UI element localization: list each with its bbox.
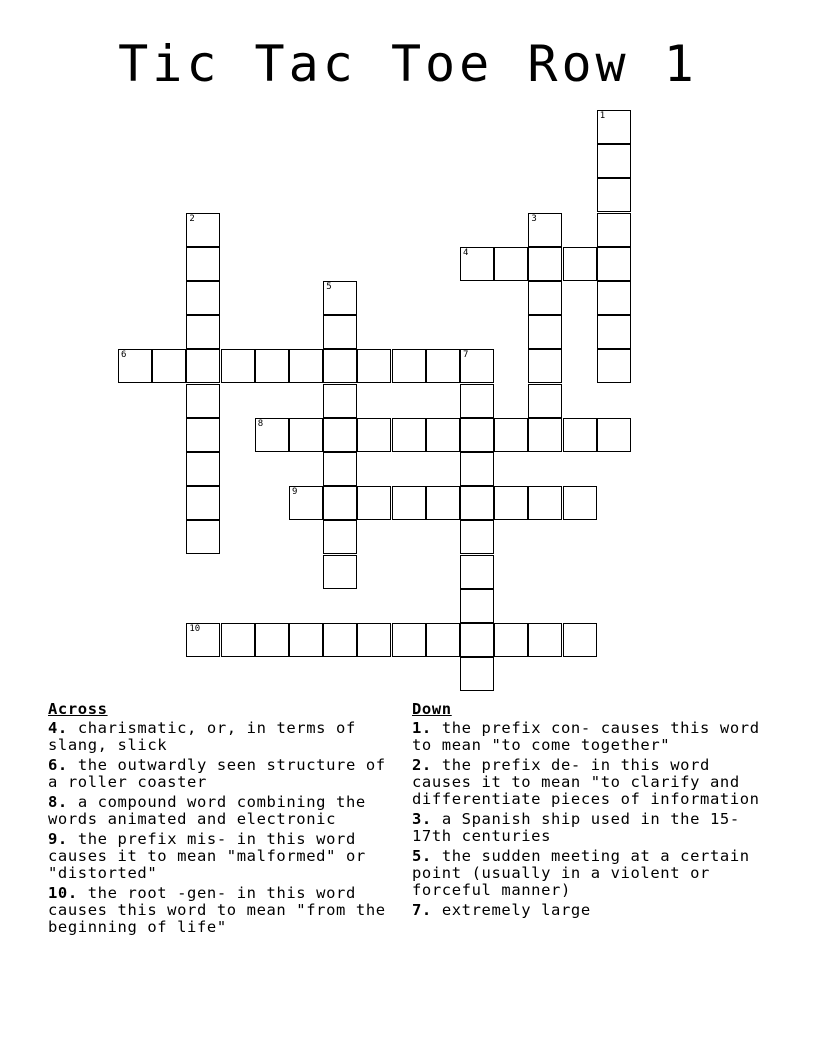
grid-cell[interactable] [186, 520, 220, 554]
grid-cell[interactable] [186, 486, 220, 520]
clue-text: a Spanish ship used in the 15-17th centuries [412, 810, 740, 845]
cell-number: 7 [463, 350, 469, 361]
grid-cell[interactable] [597, 110, 631, 144]
cell-number: 9 [292, 487, 298, 498]
across-heading: Across [48, 700, 108, 718]
grid-cell[interactable] [255, 623, 289, 657]
grid-cell[interactable] [528, 623, 562, 657]
down-heading: Down [412, 700, 452, 718]
grid-cell[interactable] [323, 486, 357, 520]
grid-cell[interactable] [460, 555, 494, 589]
grid-cell[interactable] [528, 486, 562, 520]
grid-cell[interactable] [392, 418, 426, 452]
clue-number: 2. [412, 756, 432, 774]
grid-cell[interactable] [357, 418, 391, 452]
clue-text: extremely large [441, 901, 591, 919]
grid-cell[interactable] [426, 486, 460, 520]
grid-cell[interactable] [289, 418, 323, 452]
grid-cell[interactable] [323, 281, 357, 315]
clue-number: 4. [48, 719, 68, 737]
down-clue-7 [412, 902, 772, 919]
grid-cell[interactable] [255, 418, 289, 452]
grid-cell[interactable] [597, 349, 631, 383]
cell-number: 1 [599, 111, 606, 121]
across-clue-10 [48, 885, 393, 936]
grid-cell[interactable] [460, 384, 494, 418]
grid-cell[interactable] [528, 213, 562, 247]
clue-text: the prefix con- causes this word to mean "to come together" [412, 719, 760, 754]
clue-number: 10. [48, 884, 78, 902]
grid-cell[interactable] [289, 349, 323, 383]
grid-cell[interactable] [289, 623, 323, 657]
across-clue-8 [48, 794, 393, 828]
grid-cell[interactable] [323, 384, 357, 418]
grid-cell[interactable] [426, 418, 460, 452]
grid-cell[interactable] [460, 247, 494, 281]
down-clue-2 [412, 757, 772, 808]
grid-cell[interactable] [460, 589, 494, 623]
grid-cell[interactable] [323, 315, 357, 349]
grid-cell[interactable] [460, 486, 494, 520]
clue-number: 8. [48, 793, 68, 811]
grid-cell[interactable] [118, 349, 152, 383]
grid-cell[interactable] [357, 349, 391, 383]
clue-text: charismatic, or, in terms of slang, slick [48, 719, 356, 754]
grid-cell[interactable] [460, 452, 494, 486]
grid-cell[interactable] [186, 281, 220, 315]
grid-cell[interactable] [152, 349, 186, 383]
grid-cell[interactable] [597, 418, 631, 452]
grid-cell[interactable] [597, 144, 631, 178]
grid-cell[interactable] [186, 349, 220, 383]
puzzle-title: Tic Tac Toe Row 1 [118, 35, 698, 93]
grid-cell[interactable] [392, 349, 426, 383]
grid-cell[interactable] [255, 349, 289, 383]
grid-cell[interactable] [186, 247, 220, 281]
grid-cell[interactable] [494, 623, 528, 657]
clue-number: 3. [412, 810, 432, 828]
clue-text: the sudden meeting at a certain point (usually in a violent or forceful manner) [412, 847, 750, 899]
across-clue-4 [48, 720, 393, 754]
grid-cell[interactable] [323, 520, 357, 554]
down-clues [412, 701, 772, 922]
grid-cell[interactable] [221, 623, 255, 657]
grid-cell[interactable] [597, 315, 631, 349]
grid-cell[interactable] [528, 384, 562, 418]
grid-cell[interactable] [357, 486, 391, 520]
cell-number: 2 [189, 213, 195, 224]
clue-number: 7. [412, 901, 432, 919]
grid-cell[interactable] [186, 213, 220, 247]
across-clue-9 [48, 831, 393, 882]
grid-cell[interactable] [221, 349, 255, 383]
grid-cell[interactable] [186, 452, 220, 486]
grid-cell[interactable] [528, 281, 562, 315]
grid-cell[interactable] [494, 418, 528, 452]
grid-cell[interactable] [186, 315, 220, 349]
grid-cell[interactable] [494, 247, 528, 281]
grid-cell[interactable] [528, 247, 562, 281]
grid-cell[interactable] [563, 623, 597, 657]
grid-cell[interactable] [460, 623, 494, 657]
grid-cell[interactable] [460, 520, 494, 554]
grid-cell[interactable] [528, 349, 562, 383]
grid-cell[interactable] [392, 486, 426, 520]
grid-cell[interactable] [597, 281, 631, 315]
across-clues [48, 701, 393, 939]
cell-number: 4 [463, 247, 469, 258]
grid-cell[interactable] [323, 452, 357, 486]
across-clue-6 [48, 757, 393, 791]
clue-number: 9. [48, 830, 68, 848]
grid-cell[interactable] [528, 315, 562, 349]
cell-number: 5 [326, 282, 332, 292]
grid-cell[interactable] [357, 623, 391, 657]
clue-text: the root -gen- in this word causes this word to mean "from the beginning of life" [48, 884, 386, 936]
clue-text: the outwardly seen structure of a roller coaster [48, 756, 386, 791]
grid-cell[interactable] [186, 384, 220, 418]
clue-text: a compound word combining the words animated and electronic [48, 793, 366, 828]
grid-cell[interactable] [323, 623, 357, 657]
down-clue-3 [412, 811, 772, 845]
clue-text: the prefix mis- in this word causes it to mean "malformed" or "distorted" [48, 830, 366, 882]
grid-cell[interactable] [597, 247, 631, 281]
clue-number: 6. [48, 756, 68, 774]
grid-cell[interactable] [289, 486, 323, 520]
grid-cell[interactable] [563, 247, 597, 281]
grid-cell[interactable] [528, 418, 562, 452]
cell-number: 8 [257, 418, 264, 429]
clue-text: the prefix de- in this word causes it to mean "to clarify and differentiate pieces of information [412, 756, 760, 808]
grid-cell[interactable] [186, 623, 220, 657]
grid-cell[interactable] [563, 418, 597, 452]
clue-number: 5. [412, 847, 432, 865]
grid-cell[interactable] [323, 349, 357, 383]
grid-cell[interactable] [460, 418, 494, 452]
grid-cell[interactable] [494, 486, 528, 520]
down-clue-1 [412, 720, 772, 754]
grid-cell[interactable] [186, 418, 220, 452]
cell-number: 6 [121, 350, 127, 361]
grid-cell[interactable] [460, 657, 494, 691]
grid-cell[interactable] [323, 555, 357, 589]
cell-number: 10 [189, 624, 201, 634]
grid-cell[interactable] [426, 349, 460, 383]
grid-cell[interactable] [597, 213, 631, 247]
clue-number: 1. [412, 719, 432, 737]
grid-cell[interactable] [563, 486, 597, 520]
grid-cell[interactable] [426, 623, 460, 657]
grid-cell[interactable] [597, 178, 631, 212]
down-clue-5 [412, 848, 772, 899]
grid-cell[interactable] [460, 349, 494, 383]
grid-cell[interactable] [323, 418, 357, 452]
cell-number: 3 [531, 213, 537, 224]
grid-cell[interactable] [392, 623, 426, 657]
